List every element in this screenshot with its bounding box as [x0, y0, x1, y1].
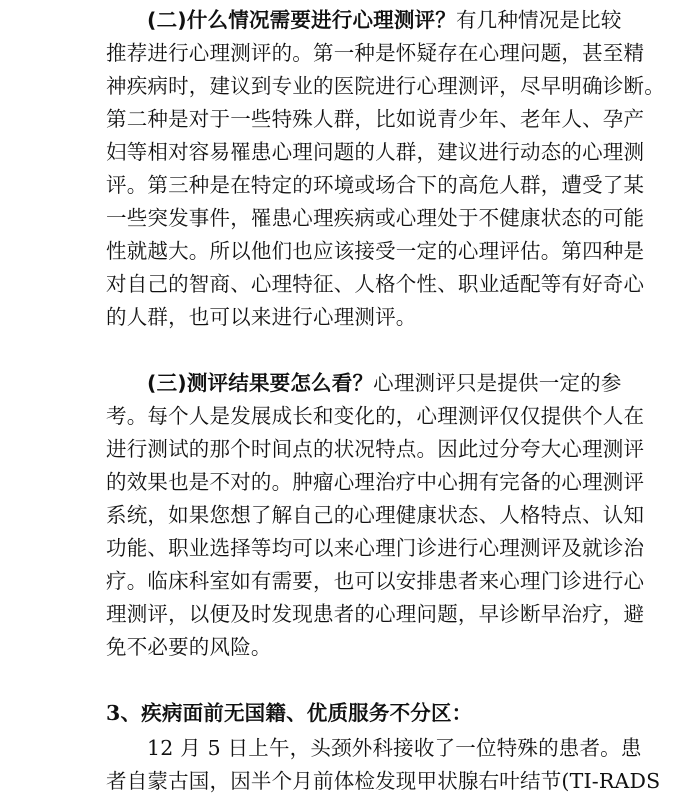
paragraph-line: 评。第三种是在特定的环境或场合下的高危人群，遭受了某: [106, 173, 645, 197]
paragraph-line: 功能、职业选择等均可以来心理门诊进行心理测评及就诊治: [106, 536, 645, 560]
paragraph-line: 考。每个人是发展成长和变化的，心理测评仅仅提供个人在: [106, 404, 645, 428]
section-heading-3: 3、疾病面前无国籍、优质服务不分区：: [106, 701, 473, 725]
paragraph-line: 的人群，也可以来进行心理测评。: [106, 305, 417, 329]
paragraph-line: 神疾病时，建议到专业的医院进行心理测评，尽早明确诊断。: [106, 74, 665, 98]
paragraph-line: 者自蒙古国，因半个月前体检发现甲状腺右叶结节(TI-RADS: [106, 769, 661, 793]
paragraph-line: 疗。临床科室如有需要，也可以安排患者来心理门诊进行心: [106, 569, 645, 593]
paragraph-line: 一些突发事件，罹患心理疾病或心理处于不健康状态的可能: [106, 206, 645, 230]
section-3-heading: (三)测评结果要怎么看？: [147, 371, 374, 395]
paragraph-line: 理测评，以便及时发现患者的心理问题，早诊断早治疗，避: [106, 602, 645, 626]
paragraph-line: 性就越大。所以他们也应该接受一定的心理评估。第四种是: [106, 239, 645, 263]
paragraph-line: 第二种是对于一些特殊人群，比如说青少年、老年人、孕产: [106, 107, 645, 131]
paragraph-line: 进行测试的那个时间点的状况特点。因此过分夸大心理测评: [106, 437, 645, 461]
paragraph-line: 有几种情况是比较: [455, 8, 622, 32]
paragraph-line: 推荐进行心理测评的。第一种是怀疑存在心理问题，甚至精: [106, 41, 645, 65]
section-2-heading: (二)什么情况需要进行心理测评？: [147, 8, 456, 32]
paragraph-line: 的效果也是不对的。肿瘤心理治疗中心拥有完备的心理测评: [106, 470, 645, 494]
paragraph-line: 妇等相对容易罹患心理问题的人群，建议进行动态的心理测: [106, 140, 645, 164]
paragraph-line: 免不必要的风险。: [106, 635, 272, 659]
paragraph-line: 系统，如果您想了解自己的心理健康状态、人格特点、认知: [106, 503, 645, 527]
section-3-first-line: [147, 370, 622, 396]
section-2-first-line: [147, 7, 622, 33]
paragraph-line: 对自己的智商、心理特征、人格个性、职业适配等有好奇心: [106, 272, 645, 296]
paragraph-line: 12 月 5 日上午，头颈外科接收了一位特殊的患者。患: [147, 736, 642, 760]
paragraph-line: 心理测评只是提供一定的参: [373, 371, 622, 395]
